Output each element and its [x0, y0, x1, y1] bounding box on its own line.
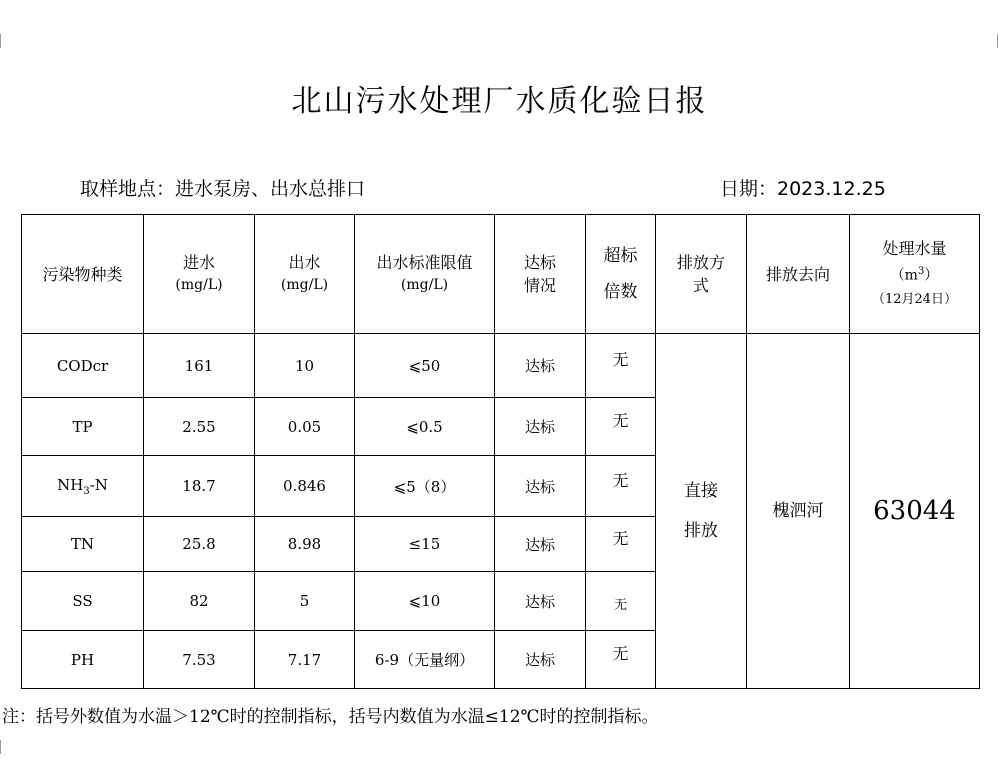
header-limit-label: 出水标准限值	[376, 253, 473, 272]
compliance-status: 达标	[495, 517, 586, 572]
effluent-value: 8.98	[255, 517, 355, 572]
limit-value: 6-9（无量纲）	[355, 631, 495, 689]
header-compliance-l2: 情况	[523, 276, 556, 295]
exceed-cell	[586, 456, 656, 517]
exceed-value: 无	[612, 644, 629, 663]
compliance-status: 达标	[495, 572, 586, 631]
header-effluent	[255, 215, 355, 334]
footnote: 注：括号外数值为水温＞12℃时的控制指标，括号内数值为水温≤12℃时的控制指标。	[2, 707, 659, 727]
limit-value: ≤15	[355, 517, 495, 572]
influent-value: 161	[144, 334, 255, 398]
pollutant-name: SS	[22, 572, 144, 631]
header-discharge-method-l2: 式	[692, 276, 709, 295]
effluent-value: 0.846	[255, 456, 355, 517]
compliance-status: 达标	[495, 398, 586, 456]
header-effluent-label: 出水	[288, 253, 321, 272]
effluent-value: 5	[255, 572, 355, 631]
header-volume-date: （12月24日）	[871, 291, 958, 307]
pollutant-name	[22, 456, 144, 517]
nh-main: NH	[57, 475, 84, 494]
header-row	[22, 215, 980, 334]
header-effluent-unit: (mg/L)	[280, 277, 329, 293]
limit-value: ⩽0.5	[355, 398, 495, 456]
header-exceed-l2: 倍数	[603, 282, 638, 302]
sampling-location: 取样地点：进水泵房、出水总排口	[80, 178, 366, 200]
limit-value: ⩽10	[355, 572, 495, 631]
influent-value: 2.55	[144, 398, 255, 456]
pollutant-name: PH	[22, 631, 144, 689]
pollutant-name: CODcr	[22, 334, 144, 398]
pollutant-name: TP	[22, 398, 144, 456]
corner-mark-left	[0, 34, 1, 48]
corner-mark-right	[997, 34, 998, 48]
exceed-value: 无	[612, 411, 629, 430]
discharge-method-cell	[656, 334, 747, 689]
effluent-value: 0.05	[255, 398, 355, 456]
effluent-value: 10	[255, 334, 355, 398]
exceed-cell	[586, 517, 656, 572]
header-limit	[355, 215, 495, 334]
header-volume	[850, 215, 980, 334]
header-exceed-l1: 超标	[603, 246, 638, 266]
exceed-cell	[586, 334, 656, 398]
treated-volume-cell	[850, 334, 980, 689]
nh-tail: -N	[89, 475, 108, 494]
discharge-method-l1: 直接	[684, 481, 718, 501]
influent-value: 7.53	[144, 631, 255, 689]
pollutant-name: TN	[22, 517, 144, 572]
effluent-value: 7.17	[255, 631, 355, 689]
treated-volume: 63044	[873, 496, 956, 526]
limit-value: ⩽5（8）	[355, 456, 495, 517]
compliance-status: 达标	[495, 456, 586, 517]
header-compliance-l1: 达标	[523, 253, 556, 272]
discharge-method-l2: 排放	[684, 521, 718, 541]
header-pollutant: 污染物种类	[22, 215, 144, 334]
header-limit-unit: (mg/L)	[400, 277, 449, 293]
compliance-status: 达标	[495, 631, 586, 689]
exceed-cell	[586, 398, 656, 456]
header-influent-label: 进水	[182, 253, 215, 272]
exceed-value: 无	[612, 470, 629, 490]
header-volume-unit	[850, 260, 979, 288]
table-row	[22, 334, 980, 398]
exceed-cell	[586, 572, 656, 631]
influent-value: 82	[144, 572, 255, 631]
discharge-destination-text: 槐泗河	[772, 501, 824, 521]
corner-mark-bottom-left	[0, 740, 1, 754]
header-volume-l1: 处理水量	[882, 239, 947, 259]
header-discharge-method	[656, 215, 747, 334]
compliance-status: 达标	[495, 334, 586, 398]
exceed-value: 无	[612, 350, 629, 369]
report-title: 北山污水处理厂水质化验日报	[291, 84, 708, 119]
header-influent-unit: (mg/L)	[175, 277, 223, 293]
volume-unit-sup: 3	[917, 266, 925, 278]
header-discharge-method-l1: 排放方	[676, 253, 725, 272]
header-compliance	[495, 215, 586, 334]
influent-value: 18.7	[144, 456, 255, 517]
limit-value: ⩽50	[355, 334, 495, 398]
exceed-value: 无	[612, 528, 629, 548]
exceed-cell	[586, 631, 656, 689]
volume-unit-close: ）	[924, 267, 939, 284]
header-exceed	[586, 215, 656, 334]
header-discharge-dest: 排放去向	[747, 215, 850, 334]
report-date: 日期：2023.12.25	[720, 178, 886, 200]
nh-sub: 3	[83, 485, 90, 497]
exceed-value: 无	[613, 597, 627, 613]
header-influent	[144, 215, 255, 334]
volume-unit-open: （m	[890, 267, 918, 284]
discharge-destination	[747, 334, 850, 689]
influent-value: 25.8	[144, 517, 255, 572]
water-quality-table	[21, 214, 980, 689]
